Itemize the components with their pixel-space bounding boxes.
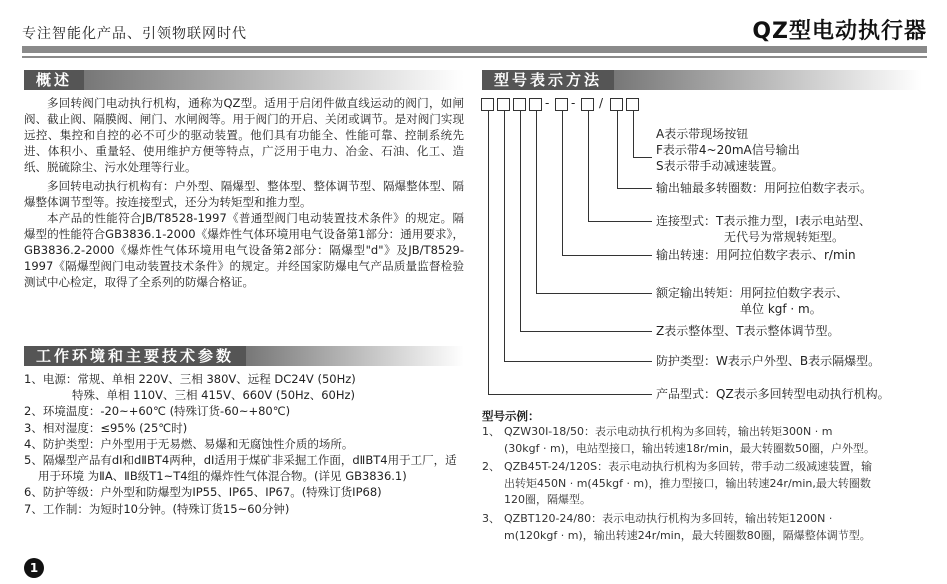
env-item: 2、环境温度：-20~+60℃ (特殊订货-60~+80℃) xyxy=(24,404,291,419)
legend-item: F表示带4~20mA信号输出 xyxy=(656,143,800,157)
header-tagline: 专注智能化产品、引领物联网时代 xyxy=(22,26,247,42)
env-item: 4、防护类型：户外型用于无易燃、易爆和无腐蚀性介质的场所。 xyxy=(24,436,354,451)
legend-item: A表示带现场按钮 xyxy=(656,127,749,141)
legend-item: 连接型式：T表示推力型，Ⅰ表示电站型、 xyxy=(656,214,871,228)
code-box xyxy=(497,98,510,111)
legend-item: S表示带手动减速装置。 xyxy=(656,159,784,173)
examples-heading: 型号示例： xyxy=(482,409,540,423)
header-rule-thin xyxy=(22,56,927,58)
page-title: QZ型电动执行器 xyxy=(752,19,927,44)
model-heading-bar xyxy=(482,70,922,90)
page-number-badge: 1 xyxy=(24,558,44,578)
overview-paragraph: 本产品的性能符合JB/T8528-1997《普通型阀门电动装置技术条件》的规定。隔爆型的性能符合GB3836.1-2000《爆炸性气体环境用电气设备第1部分：通用要求》，GB3836.2-2000《爆炸性气体环境用电气设备第2部分：隔爆型"d"》及JB/T8529-1997《隔爆型阀门电动装置技术条件》的规定。并经国家防爆电气产品质量监督检验测试中心检定，取得了全系列的防爆合格证。 xyxy=(24,211,464,289)
example-item: 1、 QZW30Ⅰ-18/50：表示电动执行机构为多回转，输出转矩300N · m (30kgf · m)，电站型接口，输出转速18r/min，最大转圈数50圈，户外型。 xyxy=(482,425,875,455)
legend-item: 防护类型：W表示户外型、B表示隔爆型。 xyxy=(656,354,881,368)
legend-item: 输出轴最多转圈数：用阿拉伯数字表示。 xyxy=(656,181,873,195)
legend-item: 额定输出转矩：用阿拉伯数字表示、 xyxy=(656,286,849,300)
legend-item: 产品型式：QZ表示多回转型电动执行机构。 xyxy=(656,387,890,401)
code-box xyxy=(481,98,494,111)
env-item: 7、工作制：为短时10分钟。(特殊订货15~60分钟) xyxy=(24,501,290,516)
separator-dash: - xyxy=(571,96,576,110)
env-heading-bar xyxy=(24,346,464,366)
env-heading: 工作环境和主要技术参数 xyxy=(24,346,246,366)
code-box xyxy=(529,98,542,111)
model-heading: 型号表示方法 xyxy=(482,70,614,90)
separator-slash: / xyxy=(599,96,604,110)
overview-body xyxy=(24,95,464,290)
code-box xyxy=(555,98,568,111)
overview-paragraph: 多回转阀门电动执行机构，通称为QZ型。适用于启闭件做直线运动的阀门，如闸阀、截止阀、隔膜阀、闸门、水闸阀等。用于阀门的开启、关闭或调节。是对阀门实现远控、集控和自控的必不可少的驱动装置。他们具有功能全、性能可靠、控制系统先进、体积小、重量轻、使用维护方便等特点，广泛用于电力、冶金、石油、化工、造纸、脱硫除尘、污水处理等行业。 xyxy=(24,96,464,174)
header-rule-thick xyxy=(22,46,927,53)
example-item: 2、 QZB45T-24/120S：表示电动执行机构为多回转，带手动二级减速装置，输 出转矩450N · m(45kgf · m)，推力型接口，输出转速24r/min,最大转圈数 120圈，隔爆型。 xyxy=(482,460,873,506)
env-item: 5、隔爆型产品有dⅠ和dⅡBT4两种，dⅠ适用于煤矿非采掘工作面，dⅡBT4用于工厂，适用于环境 为ⅡA、ⅡB级T1~T4组的爆炸性气体混合物。(详见 GB3836.1) xyxy=(24,453,457,484)
legend-item: 无代号为常规转矩型。 xyxy=(724,230,845,244)
example-item: 3、 QZBT120-24/80：表示电动执行机构为多回转，输出转矩1200N · m(120kgf · m)，输出转速24r/min，最大转圈数80圈，隔爆整体调节型。 xyxy=(482,512,871,542)
legend-item: Z表示整体型、T表示整体调节型。 xyxy=(656,324,840,338)
code-box xyxy=(626,98,639,111)
code-box xyxy=(610,98,623,111)
env-item: 1、电源：常规、单相 220V、三相 380V、远程 DC24V (50Hz) xyxy=(24,372,356,386)
legend-item: 单位 kgf · m。 xyxy=(740,302,822,316)
overview-heading-bar xyxy=(24,70,464,90)
overview-heading: 概述 xyxy=(24,70,84,90)
env-item: 特殊、单相 110V、三相 415V、660V (50Hz、60Hz) xyxy=(72,388,356,403)
code-box xyxy=(581,98,594,111)
overview-paragraph: 多回转电动执行机构有：户外型、隔爆型、整体型、整体调节型、隔爆整体型、隔爆整体调节型等。按连接型式，还分为转矩型和推力型。 xyxy=(24,179,464,209)
separator-dash: - xyxy=(545,96,550,110)
env-item: 3、相对湿度：≤95% (25℃时) xyxy=(24,420,188,435)
env-list xyxy=(24,371,464,517)
code-box xyxy=(513,98,526,111)
legend-item: 输出转速：用阿拉伯数字表示、r/min xyxy=(656,248,856,262)
env-item: 6、防护等级：户外型和防爆型为IP55、IP65、IP67。(特殊订货IP68) xyxy=(24,485,382,500)
